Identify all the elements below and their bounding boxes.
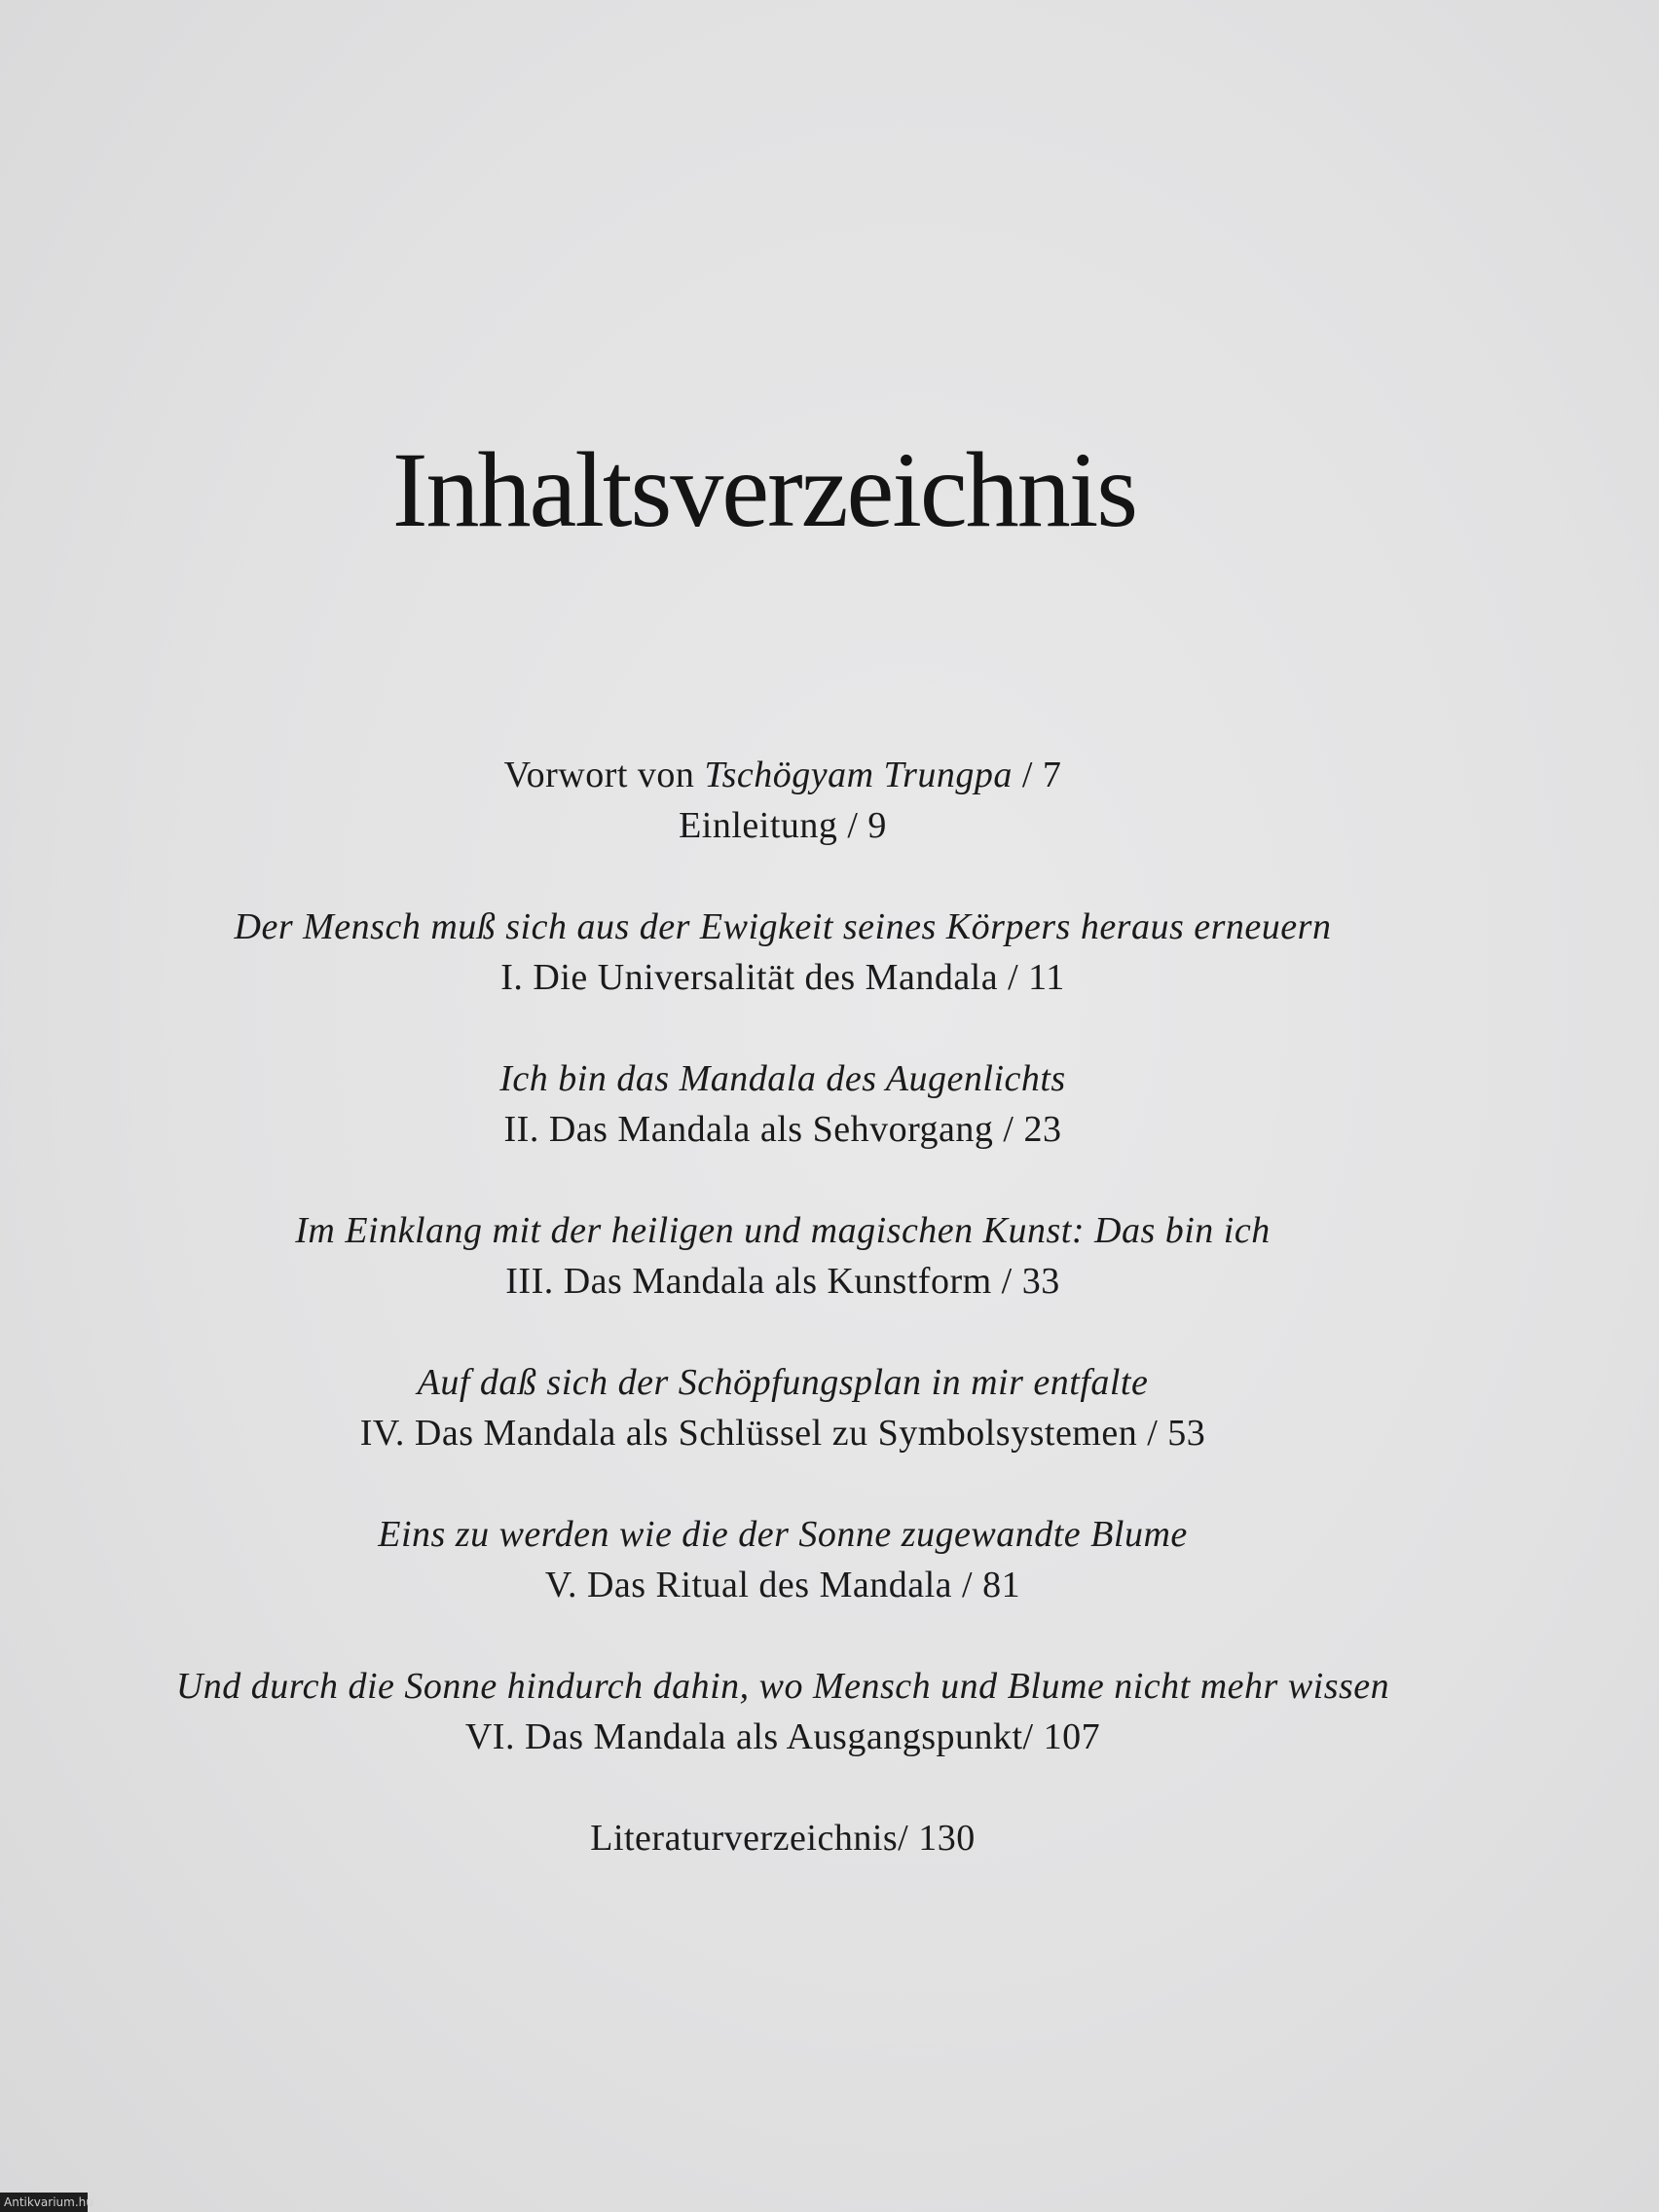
chapter-title: V. Das Ritual des Mandala / 81 — [544, 1565, 1021, 1605]
chapter-block-1 — [0, 902, 1566, 1003]
watermark-label: Antikvarium.hu — [0, 2193, 88, 2212]
vorwort-prefix: Vorwort von — [503, 755, 705, 795]
chapter-motto: Auf daß sich der Schöpfungsplan in mir entfalte — [417, 1362, 1149, 1403]
front-matter — [0, 750, 1566, 851]
chapter-motto: Im Einklang mit der heiligen und magischen Kunst: Das bin ich — [295, 1210, 1271, 1251]
toc-entry-vorwort — [0, 750, 1566, 800]
chapter-motto: Eins zu werden wie die der Sonne zugewandte Blume — [378, 1514, 1188, 1555]
chapter-title: III. Das Mandala als Kunstform / 33 — [505, 1261, 1060, 1302]
chapter-block-4 — [0, 1357, 1566, 1458]
chapter-block-3 — [0, 1205, 1566, 1307]
vorwort-page: / 7 — [1012, 755, 1062, 795]
chapter-title: IV. Das Mandala als Schlüssel zu Symbolsystemen / 53 — [359, 1413, 1206, 1454]
vorwort-author: Tschögyam Trungpa — [704, 755, 1013, 795]
chapter-motto: Der Mensch muß sich aus der Ewigkeit seines Körpers heraus erneuern — [234, 906, 1332, 947]
table-of-contents — [0, 750, 1566, 1863]
toc-entry-einleitung: Einleitung / 9 — [679, 805, 887, 846]
chapter-motto: Und durch die Sonne hindurch dahin, wo Mensch und Blume nicht mehr wissen — [175, 1666, 1390, 1707]
chapter-block-6 — [0, 1661, 1566, 1762]
chapter-motto: Ich bin das Mandala des Augenlichts — [499, 1058, 1066, 1099]
page-title: Inhaltsverzeichnis — [391, 430, 1137, 549]
toc-entry-literatur: Literaturverzeichnis/ 130 — [590, 1818, 976, 1859]
chapter-title: II. Das Mandala als Sehvorgang / 23 — [503, 1109, 1062, 1150]
chapter-block-5 — [0, 1509, 1566, 1610]
chapter-block-2 — [0, 1053, 1566, 1155]
chapter-title: I. Die Universalität des Mandala / 11 — [500, 957, 1065, 998]
chapter-title: VI. Das Mandala als Ausgangspunkt/ 107 — [464, 1716, 1101, 1757]
back-matter — [0, 1813, 1566, 1863]
